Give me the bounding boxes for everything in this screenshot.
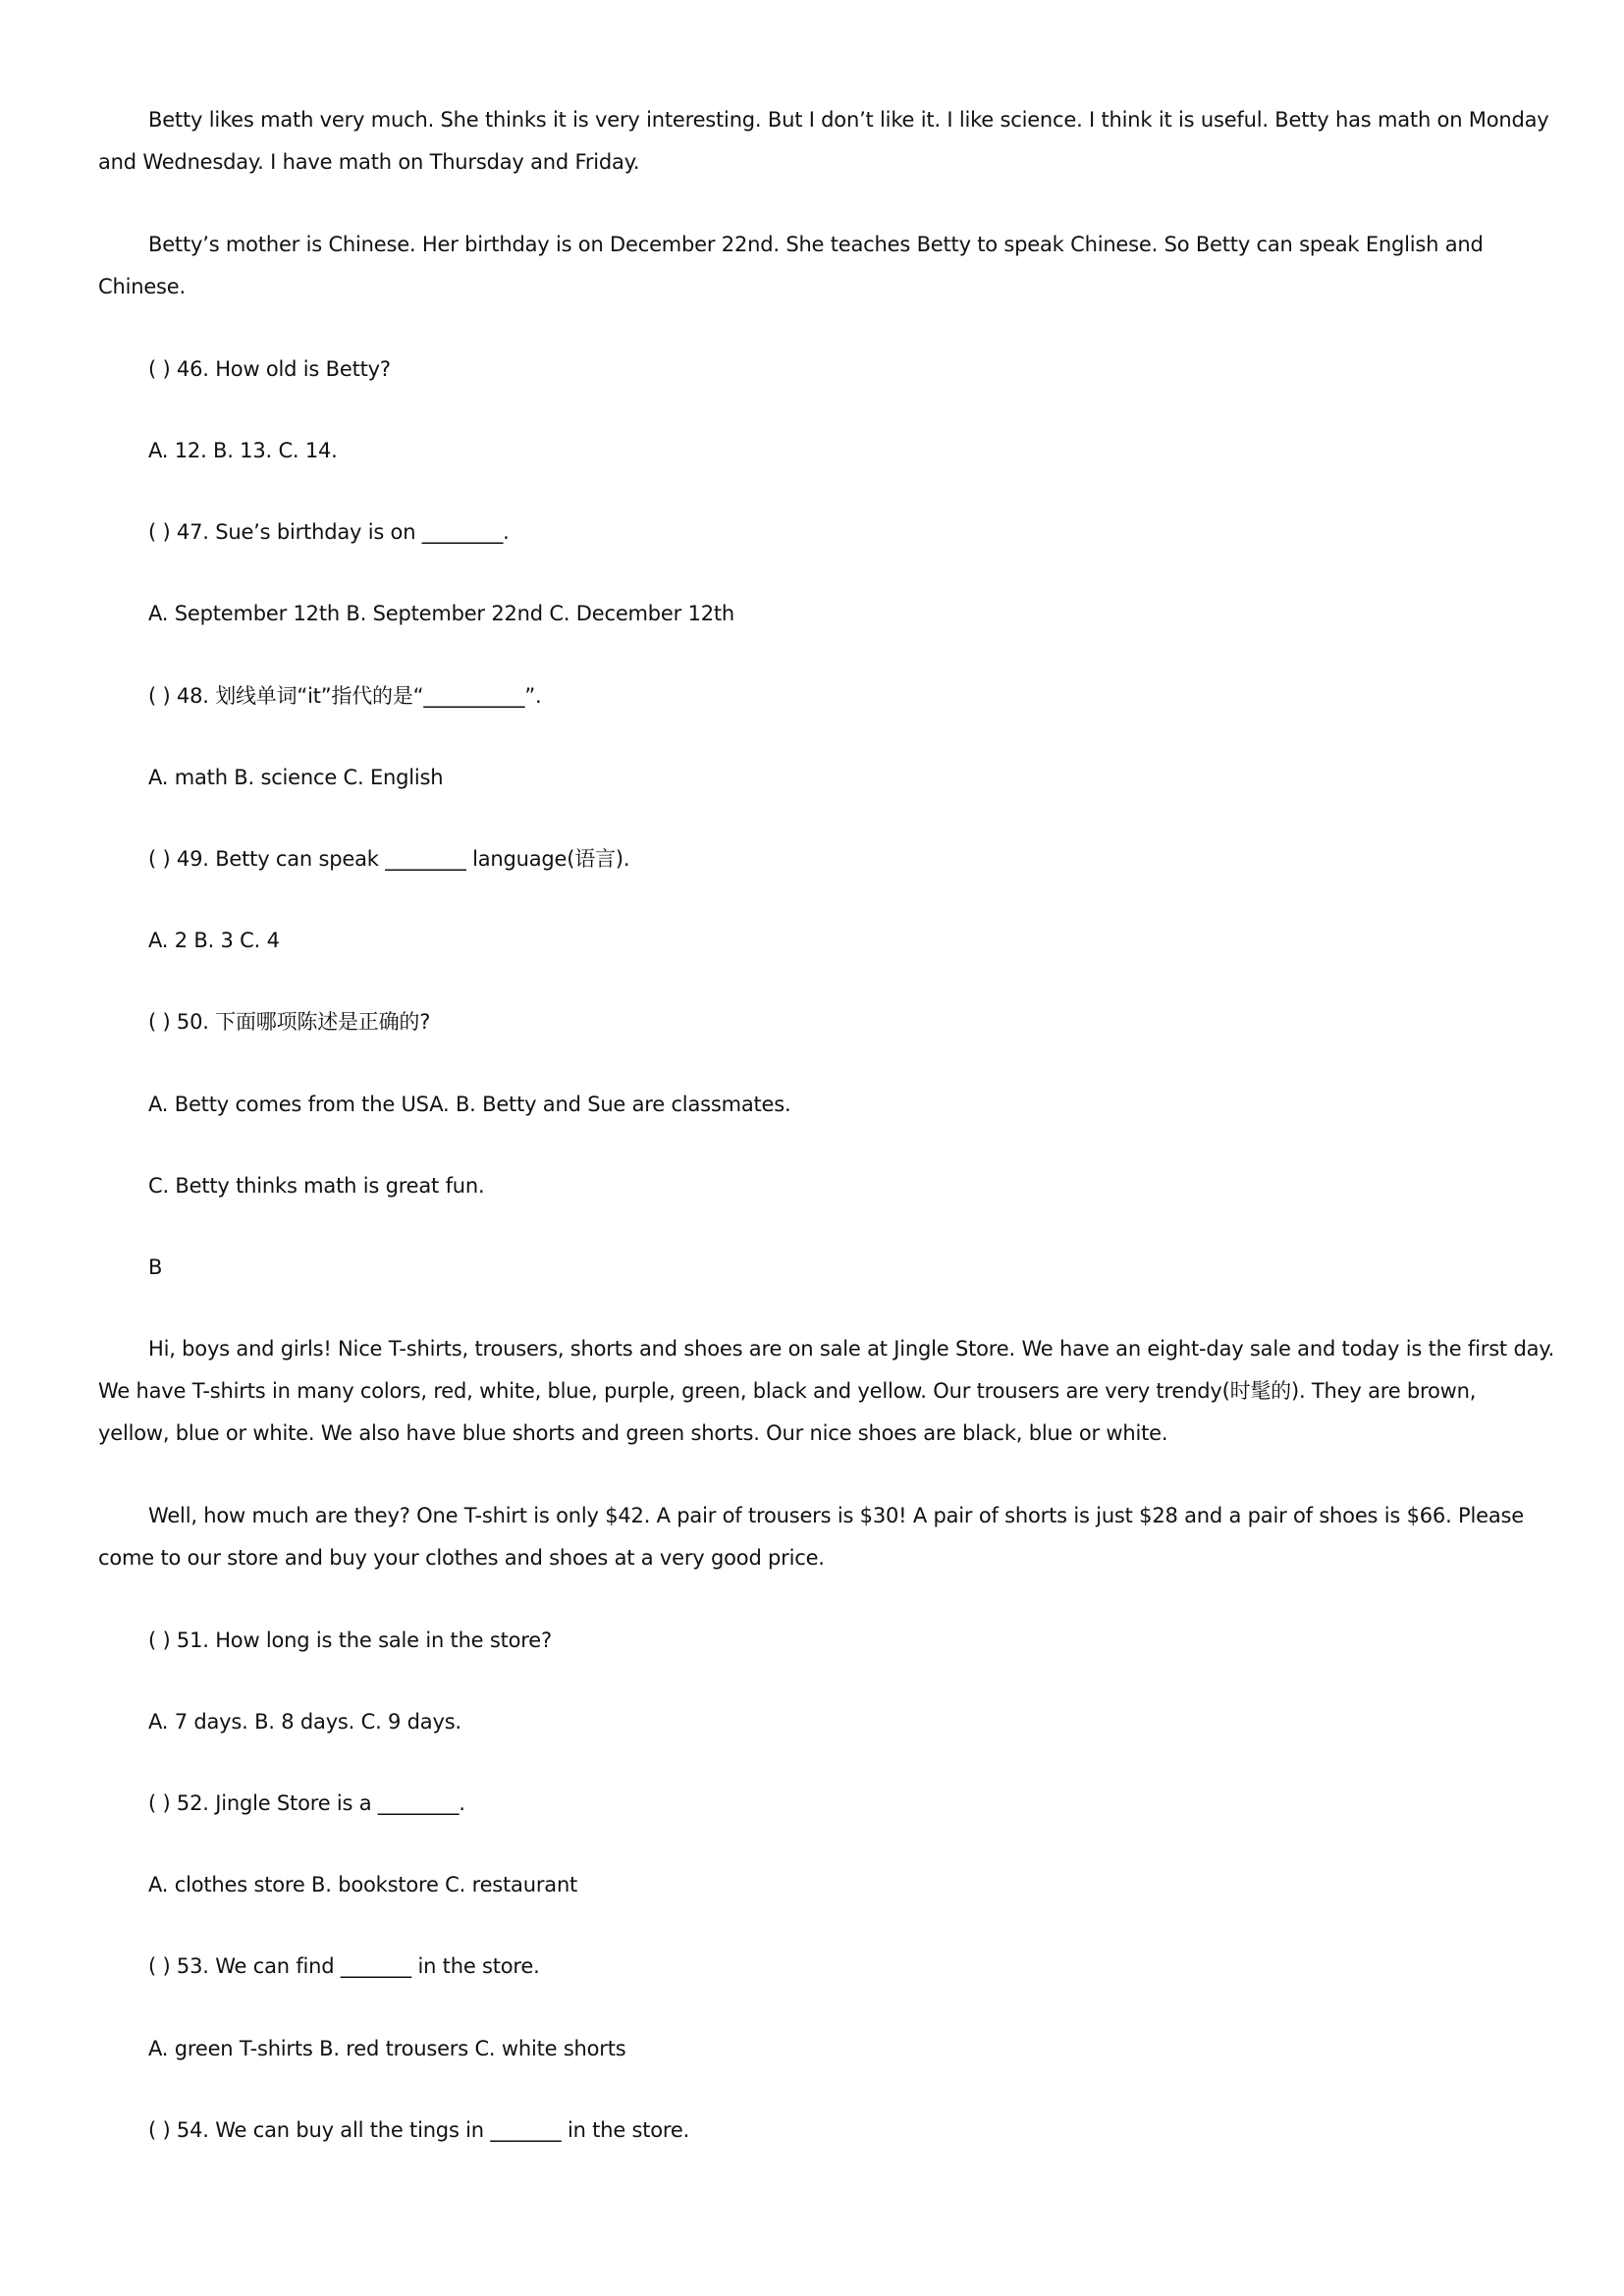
question-46-options: A. 12. B. 13. C. 14. (148, 439, 338, 462)
section-b-label: B (148, 1255, 163, 1279)
section-b-para2-line2: come to our store and buy your clothes and shoes at a very good price. (98, 1546, 825, 1570)
question-50-options-2: C. Betty thinks math is great fun. (148, 1174, 485, 1198)
question-54: ( ) 54. We can buy all the tings in _______ in the store. (148, 2118, 690, 2142)
passage-a-para1-line2: and Wednesday. I have math on Thursday and Friday. (98, 150, 640, 174)
question-51-options: A. 7 days. B. 8 days. C. 9 days. (148, 1710, 461, 1734)
question-48-options: A. math B. science C. English (148, 766, 444, 789)
section-b-para2-line1: Well, how much are they? One T-shirt is only $42. A pair of trousers is $30! A pair of shorts is just $28 and a pair of shoes is $66. Please (148, 1504, 1524, 1527)
question-49-options: A. 2 B. 3 C. 4 (148, 929, 280, 952)
question-49: ( ) 49. Betty can speak ________ language(语言). (148, 847, 630, 871)
question-51: ( ) 51. How long is the sale in the store? (148, 1629, 552, 1652)
passage-a-para2-line2: Chinese. (98, 275, 186, 298)
question-50-options: A. Betty comes from the USA. B. Betty and Sue are classmates. (148, 1093, 791, 1116)
question-52: ( ) 52. Jingle Store is a ________. (148, 1791, 465, 1815)
question-48: ( ) 48. 划线单词“it”指代的是“__________”. (148, 684, 542, 708)
question-52-options: A. clothes store B. bookstore C. restaurant (148, 1873, 578, 1896)
question-53: ( ) 53. We can find _______ in the store. (148, 1954, 540, 1978)
passage-a-para2-line1: Betty’s mother is Chinese. Her birthday is on December 22nd. She teaches Betty to speak Chinese. So Betty can speak English and (148, 233, 1484, 256)
question-47: ( ) 47. Sue’s birthday is on ________. (148, 520, 510, 544)
section-b-para1-line3: yellow, blue or white. We also have blue shorts and green shorts. Our nice shoes are black, blue or white. (98, 1421, 1168, 1445)
question-50: ( ) 50. 下面哪项陈述是正确的? (148, 1010, 431, 1034)
question-46: ( ) 46. How old is Betty? (148, 357, 391, 381)
section-b-para1-line2: We have T-shirts in many colors, red, white, blue, purple, green, black and yellow. Our trousers are very trendy(时髦的). They are brown, (98, 1379, 1477, 1403)
question-53-options: A. green T-shirts B. red trousers C. white shorts (148, 2037, 626, 2060)
passage-a-para1-line1: Betty likes math very much. She thinks it is very interesting. But I don’t like it. I like science. I think it is useful. Betty has math on Monday (148, 108, 1549, 132)
section-b-para1-line1: Hi, boys and girls! Nice T-shirts, trousers, shorts and shoes are on sale at Jingle Store. We have an eight-day sale and today is the first day. (148, 1337, 1554, 1361)
question-47-options: A. September 12th B. September 22nd C. December 12th (148, 602, 735, 625)
